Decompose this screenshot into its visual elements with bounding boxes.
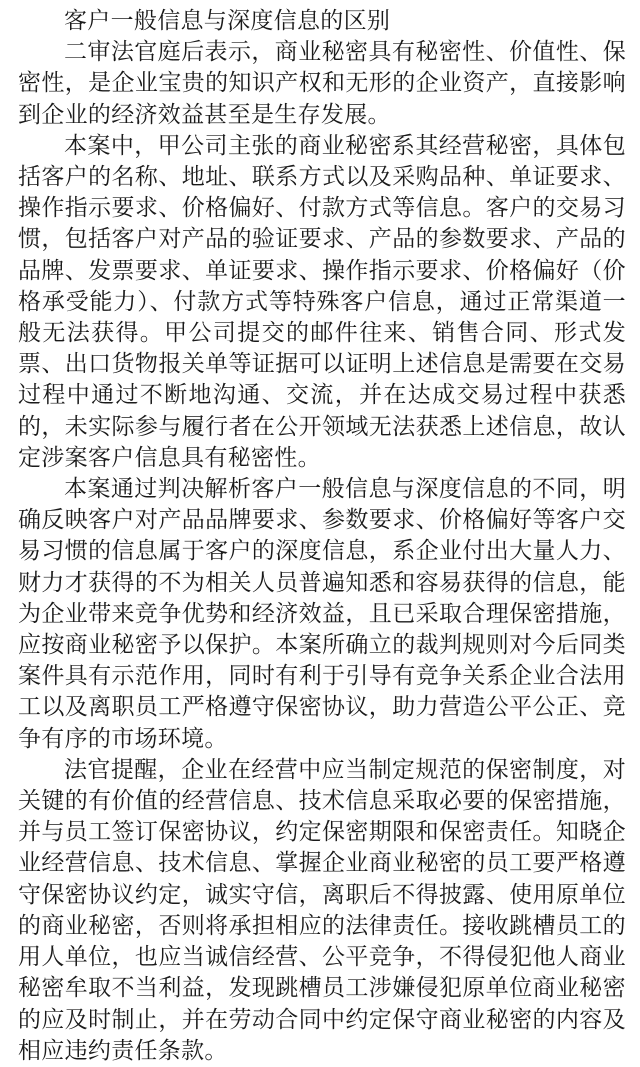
paragraph-judge-advice: 法官提醒，企业在经营中应当制定规范的保密制度，对关键的有价值的经营信息、技术信息采取必要的保密措施，并与员工签订保密协议，约定保密期限和保密责任。知晓企业经营信息、技术信息、掌握企业商业秘密的员工要严格遵守保密协议约定，诚实守信，离职后不得披露、使用原单位的商业秘密，否则将承担相应的法律责任。接收跳槽员工的用人单位，也应当诚信经营、公平竞争，不得侵犯他人商业秘密牟取不当利益，发现跳槽员工涉嫌侵犯原单位商业秘密的应及时制止，并在劳动合同中约定保守商业秘密的内容及相应违约责任条款。: [18, 756, 626, 1064]
section-heading: 客户一般信息与深度信息的区别: [64, 8, 391, 34]
paragraph-case-significance: 本案通过判决解析客户一般信息与深度信息的不同，明确反映客户对产品品牌要求、参数要求、价格偏好等客户交易习惯的信息属于客户的深度信息，系企业付出大量人力、财力才获得的不为相关人员普遍知悉和容易获得的信息，能为企业带来竞争优势和经济效益，且已采取合理保密措施，应按商业秘密予以保护。本案所确立的裁判规则对今后同类案件具有示范作用，同时有利于引导有竞争关系企业合法用工以及离职员工严格遵守保密协议，助力营造公平公正、竞争有序的市场环境。: [18, 476, 626, 752]
paragraph-case-details: 本案中，甲公司主张的商业秘密系其经营秘密，具体包括客户的名称、地址、联系方式以及采购品种、单证要求、操作指示要求、价格偏好、付款方式等信息。客户的交易习惯，包括客户对产品的验证要求、产品的参数要求、产品的品牌、发票要求、单证要求、操作指示要求、价格偏好（价格承受能力）、付款方式等特殊客户信息，通过正常渠道一般无法获得。甲公司提交的邮件往来、销售合同、形式发票、出口货物报关单等证据可以证明上述信息是需要在交易过程中通过不断地沟通、交流，并在达成交易过程中获悉的，未实际参与履行者在公开领域无法获悉上述信息，故认定涉案客户信息具有秘密性。: [18, 132, 626, 471]
paragraph-judge-statement: 二审法官庭后表示，商业秘密具有秘密性、价值性、保密性，是企业宝贵的知识产权和无形的企业资产，直接影响到企业的经济效益甚至是生存发展。: [18, 39, 626, 128]
